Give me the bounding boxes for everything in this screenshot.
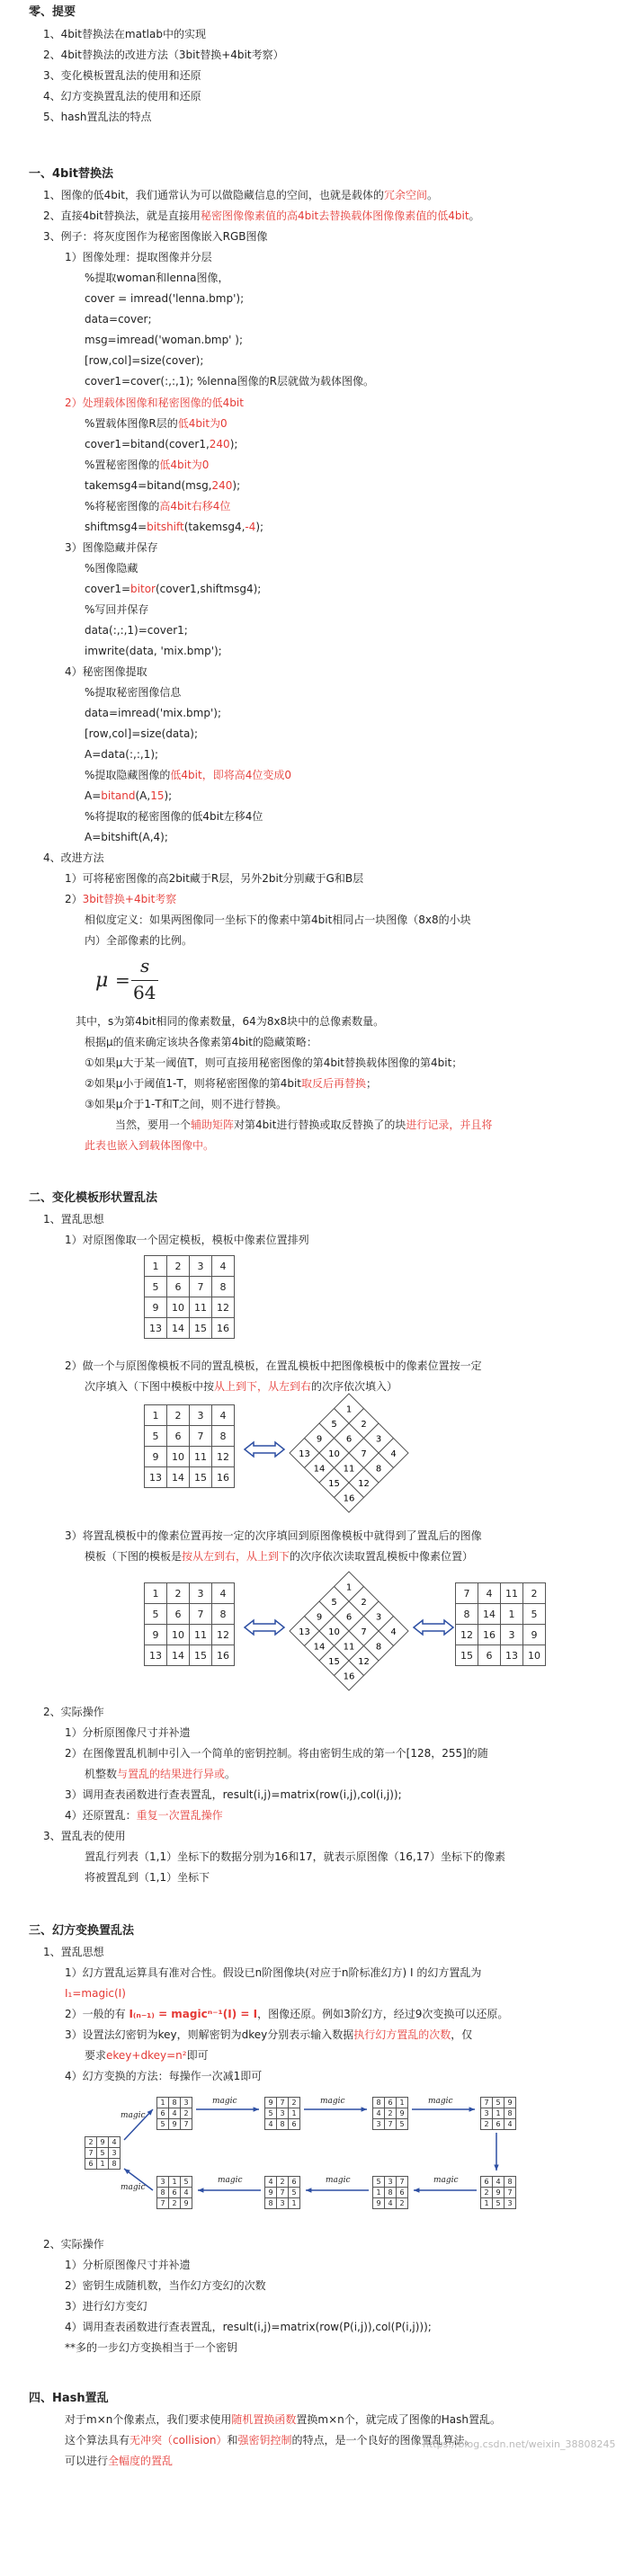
- outline-item: 2、4bit替换法的改进方法（3bit替换+4bit考察）: [43, 49, 284, 61]
- magic-square-m1: [156, 2097, 192, 2130]
- code2-line1: %置载体图像R层的低4bit为0: [85, 417, 228, 430]
- grid-cell: 8: [212, 1604, 235, 1625]
- s3-title: 三、幻方变换置乱法: [29, 1924, 135, 1938]
- magic-cell: 2: [289, 2098, 300, 2108]
- magic-label: magic: [212, 2097, 237, 2106]
- magic-cell: 7: [385, 2119, 397, 2130]
- result-grid: [455, 1582, 546, 1666]
- diamond-cell-label: 2: [361, 1420, 367, 1430]
- s3-b2: 2）密钥生成随机数，当作幻方变幻的次数: [65, 2279, 266, 2292]
- magic-cell: 7: [277, 2098, 289, 2108]
- magic-cell: 2: [85, 2137, 97, 2148]
- code4-line2: data=imread('mix.bmp');: [85, 707, 221, 719]
- magic-cell: 4: [109, 2137, 121, 2148]
- magic-square-m2: [264, 2097, 300, 2130]
- magic-cell: 6: [493, 2119, 505, 2130]
- magic-square-m8: [156, 2176, 192, 2209]
- grid-cell: 10: [523, 1645, 546, 1666]
- magic-cell: 3: [373, 2119, 385, 2130]
- code1-line: cover = imread('lenna.bmp');: [85, 292, 245, 305]
- s3-a2: I₁=magic(I): [65, 1987, 126, 2000]
- grid-cell: 3: [190, 1256, 212, 1277]
- magic-cell: 4: [265, 2177, 277, 2188]
- grid-cell: 5: [145, 1426, 167, 1447]
- s2-a4: 3）将置乱模板中的像素位置再按一定的次序填回到原图像模板中就得到了置乱后的图像: [65, 1529, 482, 1542]
- s1-step2: 2）处理载体图像和秘密图像的低4bit: [65, 397, 244, 409]
- arrowhead-icon: [469, 2107, 475, 2111]
- grid-cell: 5: [523, 1604, 546, 1625]
- grid-cell: 4: [212, 1583, 235, 1604]
- code1-line: [row,col]=size(cover);: [85, 354, 204, 367]
- template-grid-1: [144, 1255, 235, 1339]
- grid-cell: 6: [167, 1277, 190, 1297]
- grid-cell: 16: [212, 1318, 235, 1339]
- grid-cell: 14: [167, 1318, 190, 1339]
- grid-cell: 16: [212, 1467, 235, 1488]
- s3-a4: 3）设置法幻密钥为key，则解密钥为dkey分别表示输入数据执行幻方置乱的次数，仅: [65, 2028, 473, 2041]
- magic-cell: 7: [481, 2098, 493, 2108]
- grid-cell: 12: [212, 1447, 235, 1467]
- s3-b5: **多的一步幻方变换相当于一个密钥: [65, 2341, 238, 2354]
- magic-cell: 9: [397, 2108, 408, 2119]
- magic-cell: 3: [157, 2177, 169, 2188]
- grid-cell: 14: [167, 1467, 190, 1488]
- magic-cell: 1: [397, 2098, 408, 2108]
- magic-cell: 2: [397, 2198, 408, 2209]
- grid-cell: 5: [145, 1604, 167, 1625]
- grid-cell: 6: [167, 1426, 190, 1447]
- magic-square-cycle-diagram: [81, 2090, 585, 2224]
- code3-line5: imwrite(data, 'mix.bmp');: [85, 645, 222, 657]
- code2-line5: %将秘密图像的高4bit右移4位: [85, 500, 231, 513]
- grid-cell: 15: [190, 1318, 212, 1339]
- magic-square-m0: [85, 2136, 121, 2170]
- arrowhead-icon: [198, 2188, 203, 2192]
- magic-cell: 3: [277, 2198, 289, 2209]
- magic-cell: 8: [109, 2159, 121, 2170]
- magic-cell: 7: [85, 2148, 97, 2159]
- magic-cell: 2: [169, 2198, 181, 2209]
- magic-cell: 6: [289, 2119, 300, 2130]
- magic-cell: 8: [265, 2198, 277, 2209]
- grid-cell: 12: [456, 1625, 478, 1645]
- s1-i5: 其中，s为第4bit相同的像素数量，64为8x8块中的总像素数量。: [76, 1015, 385, 1028]
- grid-cell: 14: [167, 1645, 190, 1666]
- grid-cell: 15: [456, 1645, 478, 1666]
- arrowhead-icon: [306, 2188, 311, 2192]
- code4-line1: %提取秘密图像信息: [85, 686, 182, 699]
- magic-cell: 7: [505, 2188, 516, 2198]
- grid-cell: 15: [190, 1467, 212, 1488]
- code4-line7: %将提取的秘密图像的低4bit左移4位: [85, 810, 263, 823]
- double-arrow-icon-3: [412, 1617, 455, 1641]
- code4-line5: %提取隐藏图像的低4bit，即将高4位变成0: [85, 769, 291, 781]
- s2-h1: 1、置乱思想: [43, 1213, 104, 1226]
- s2-c1: 置乱行列表（1,1）坐标下的数据分别为16和17，就表示原图像（16,17）坐标下的像素: [85, 1850, 505, 1863]
- s1-i3: 相似度定义：如果两图像同一坐标下的像素中第4bit相同占一块图像（8x8的小块: [85, 914, 471, 926]
- magic-cell: 3: [109, 2148, 121, 2159]
- s1-p4: 4、改进方法: [43, 851, 104, 864]
- grid-cell: 4: [212, 1256, 235, 1277]
- s1-p1: 1、图像的低4bit，我们通常认为可以做隐藏信息的空间，也就是载体的冗余空间。: [43, 189, 438, 201]
- diamond-cell-label: 2: [361, 1598, 367, 1608]
- s3-b3: 3）进行幻方变幻: [65, 2300, 147, 2313]
- s3-h2: 2、实际操作: [43, 2238, 104, 2251]
- magic-cell: 4: [373, 2108, 385, 2119]
- magic-cell: 1: [373, 2188, 385, 2198]
- s1-i1: 1）可将秘密图像的高2bit藏于R层，另外2bit分别藏于G和B层: [65, 872, 364, 885]
- magic-cell: 6: [397, 2188, 408, 2198]
- magic-cell: 9: [181, 2198, 192, 2209]
- s2-title: 二、变化模板形状置乱法: [29, 1191, 158, 1205]
- grid-cell: 2: [167, 1256, 190, 1277]
- grid-cell: 10: [167, 1625, 190, 1645]
- s4-title: 四、Hash置乱: [29, 2392, 109, 2405]
- magic-cell: 4: [265, 2119, 277, 2130]
- s4-p2: 这个算法具有无冲突（collision）和强密钥控制的特点，是一个良好的图像置乱算法。: [65, 2434, 476, 2447]
- magic-cell: 2: [277, 2177, 289, 2188]
- code1-line: data=cover;: [85, 313, 152, 325]
- diamond-cell-label: 6: [345, 1434, 353, 1445]
- diamond-cell-label: 14: [313, 1642, 326, 1653]
- magic-label: magic: [121, 2111, 146, 2120]
- magic-cell: 4: [505, 2119, 516, 2130]
- diamond-cell-label: 13: [299, 1449, 310, 1459]
- code3-line1: %图像隐藏: [85, 562, 138, 575]
- diamond-cell-label: 11: [343, 1464, 355, 1475]
- code4-line4: A=data(:,:,1);: [85, 748, 159, 761]
- grid-cell: 9: [145, 1297, 167, 1318]
- s1-p3: 3、例子：将灰度图作为秘密图像嵌入RGB图像: [43, 230, 268, 243]
- grid-cell: 6: [478, 1645, 501, 1666]
- s1-i7: ①如果μ大于某一阈值T，则可直接用秘密图像的第4bit替换载体图像的第4bit；: [85, 1056, 463, 1069]
- outline-item: 4、幻方变换置乱法的使用和还原: [43, 90, 201, 103]
- grid-cell: 7: [190, 1426, 212, 1447]
- code4-line8: A=bitshift(A,4);: [85, 831, 168, 843]
- code2-line3: %置秘密图像的低4bit为0: [85, 459, 210, 471]
- s2-a1: 1）对原图像取一个固定模板，模板中像素位置排列: [65, 1234, 309, 1246]
- s2-b5: 4）还原置乱：重复一次置乱操作: [65, 1809, 223, 1822]
- grid-cell: 7: [190, 1277, 212, 1297]
- magic-cell: 4: [385, 2198, 397, 2209]
- diamond-cell-label: 13: [299, 1627, 310, 1637]
- arrowhead-icon: [414, 2188, 419, 2192]
- magic-cell: 4: [169, 2108, 181, 2119]
- diamond-cell-label: 3: [375, 1434, 382, 1445]
- magic-cell: 2: [481, 2119, 493, 2130]
- s1-i6: 根据μ的值来确定该块各像素第4bit的隐藏策略：: [85, 1036, 317, 1048]
- code1-line: msg=imread('woman.bmp' );: [85, 334, 244, 346]
- grid-cell: 1: [145, 1583, 167, 1604]
- s2-a3: 次序填入（下图中模板中按从上到下，从左到右的次序依次填入）: [85, 1380, 398, 1393]
- code2-line6: shiftmsg4=bitshift(takemsg4,-4);: [85, 521, 264, 533]
- diamond-cell-label: 3: [375, 1612, 382, 1623]
- grid-cell: 15: [190, 1645, 212, 1666]
- diamond-cell-label: 7: [361, 1627, 367, 1637]
- s3-b4: 4）调用查表函数进行查表置乱，result(i,j)=matrix(row(P(i,j)),col(P(i,j)));: [65, 2321, 432, 2333]
- magic-cell: 1: [493, 2108, 505, 2119]
- magic-cell: 8: [385, 2188, 397, 2198]
- magic-cell: 9: [505, 2098, 516, 2108]
- outline-item: 5、hash置乱法的特点: [43, 111, 152, 123]
- code4-line3: [row,col]=size(data);: [85, 727, 199, 740]
- grid-cell: 13: [145, 1467, 167, 1488]
- magic-label: magic: [433, 2176, 459, 2185]
- s3-a3: 2）一般的有 I₍ₙ₋₁₎ = magicⁿ⁻¹(I) = I，图像还原。例如3阶幻方，经过9次变换可以还原。: [65, 2008, 509, 2020]
- watermark: https://blog.csdn.net/weixin_38808245: [423, 2438, 616, 2450]
- diamond-cell-label: 14: [313, 1464, 326, 1475]
- diamond-cell-label: 1: [345, 1404, 353, 1415]
- s2-b2: 2）在图像置乱机制中引入一个简单的密钥控制。将由密钥生成的第一个[128，255]的随: [65, 1747, 488, 1760]
- s1-i4: 内）全部像素的比例。: [85, 934, 193, 947]
- s4-p3: 可以进行全幅度的置乱: [65, 2455, 174, 2467]
- magic-cell: 2: [385, 2108, 397, 2119]
- magic-cell: 5: [181, 2177, 192, 2188]
- magic-label: magic: [326, 2176, 351, 2185]
- s2-a5: 模板（下图的模板是按从左到右，从上到下的次序依次读取置乱模板中像素位置）: [85, 1550, 474, 1563]
- magic-cell: 4: [493, 2177, 505, 2188]
- code3-line4: data(:,:,1)=cover1;: [85, 624, 188, 637]
- double-arrow-icon-2: [243, 1617, 286, 1641]
- grid-cell: 3: [190, 1405, 212, 1426]
- grid-cell: 3: [501, 1625, 523, 1645]
- magic-cell: 5: [289, 2188, 300, 2198]
- magic-cell: 7: [397, 2177, 408, 2188]
- grid-cell: 11: [190, 1625, 212, 1645]
- grid-cell: 16: [478, 1625, 501, 1645]
- grid-cell: 1: [145, 1256, 167, 1277]
- grid-cell: 12: [212, 1297, 235, 1318]
- magic-cell: 9: [97, 2137, 109, 2148]
- grid-cell: 9: [145, 1447, 167, 1467]
- magic-cell: 2: [481, 2188, 493, 2198]
- grid-cell: 2: [167, 1583, 190, 1604]
- template-grid-2: [144, 1404, 235, 1488]
- grid-cell: 8: [212, 1277, 235, 1297]
- diamond-cell-label: 9: [316, 1434, 323, 1445]
- diamond-cell-label: 5: [331, 1420, 337, 1430]
- code3-line2: cover1=bitor(cover1,shiftmsg4);: [85, 583, 262, 595]
- s3-h1: 1、置乱思想: [43, 1946, 104, 1958]
- magic-cell: 5: [157, 2119, 169, 2130]
- grid-cell: 13: [501, 1645, 523, 1666]
- diamond-cell-label: 7: [361, 1449, 367, 1459]
- grid-cell: 12: [212, 1625, 235, 1645]
- code1-line: cover1=cover(:,:,1); %lenna图像的R层就做为载体图像。: [85, 375, 374, 388]
- magic-cell: 8: [277, 2119, 289, 2130]
- diamond-template-1: [286, 1390, 412, 1516]
- magic-cell: 8: [505, 2108, 516, 2119]
- diamond-cell-label: 16: [343, 1493, 355, 1504]
- magic-cell: 9: [265, 2188, 277, 2198]
- s1-i9: ③如果μ介于1-T和T之间，则不进行替换。: [85, 1098, 288, 1110]
- magic-cell: 6: [481, 2177, 493, 2188]
- arrowhead-icon: [494, 2165, 498, 2170]
- magic-cell: 5: [493, 2098, 505, 2108]
- magic-cell: 5: [493, 2198, 505, 2209]
- magic-cell: 9: [265, 2098, 277, 2108]
- magic-cell: 8: [157, 2188, 169, 2198]
- grid-cell: 14: [478, 1604, 501, 1625]
- magic-cell: 3: [481, 2108, 493, 2119]
- diamond-template-2: [286, 1568, 412, 1694]
- s1-p2: 2、直接4bit替换法，就是直接用秘密图像像素值的高4bit去替换载体图像像素值的低4bit。: [43, 209, 480, 222]
- diamond-cell-label: 8: [375, 1464, 382, 1475]
- magic-cell: 4: [181, 2188, 192, 2198]
- grid-cell: 6: [167, 1604, 190, 1625]
- s2-b3: 机整数与置乱的结果进行异或。: [85, 1768, 237, 1780]
- template-grid-3: [144, 1582, 235, 1666]
- magic-square-m4: [480, 2097, 516, 2130]
- diamond-cell-label: 10: [328, 1627, 340, 1637]
- grid-cell: 13: [145, 1318, 167, 1339]
- s3-a1: 1）幻方置乱运算具有准对合性。假设已n阶图像块(对应于n阶标准幻方) I 的幻方置乱为: [65, 1966, 482, 1979]
- grid-cell: 4: [212, 1405, 235, 1426]
- magic-cell: 3: [385, 2177, 397, 2188]
- grid-cell: 2: [167, 1405, 190, 1426]
- s1-step4: 4）秘密图像提取: [65, 665, 147, 678]
- magic-label: magic: [121, 2183, 146, 2192]
- grid-cell: 1: [501, 1604, 523, 1625]
- outline-title: 零、提要: [29, 5, 76, 19]
- magic-cell: 6: [85, 2159, 97, 2170]
- s1-step1: 1）图像处理：提取图像并分层: [65, 251, 212, 263]
- magic-square-m7: [264, 2176, 300, 2209]
- s1-i8: ②如果μ小于阈值1-T，则将秘密图像的第4bit取反后再替换；: [85, 1077, 378, 1090]
- s3-a5: 要求ekey+dkey=n²即可: [85, 2049, 209, 2062]
- magic-cell: 6: [157, 2108, 169, 2119]
- s2-b4: 3）调用查表函数进行查表置乱，result(i,j)=matrix(row(i,j),col(i,j));: [65, 1788, 402, 1801]
- s1-i2: 2）3bit替换+4bit考察: [65, 893, 177, 905]
- s2-c2: 将被置乱到（1,1）坐标下: [85, 1871, 210, 1884]
- magic-cell: 7: [277, 2188, 289, 2198]
- code3-line3: %写回并保存: [85, 603, 149, 616]
- magic-cell: 5: [265, 2108, 277, 2119]
- magic-cell: 5: [373, 2177, 385, 2188]
- magic-cell: 5: [397, 2119, 408, 2130]
- grid-cell: 16: [212, 1645, 235, 1666]
- magic-cell: 8: [169, 2098, 181, 2108]
- diamond-cell-label: 10: [328, 1449, 340, 1459]
- grid-cell: 9: [523, 1625, 546, 1645]
- magic-square-m3: [372, 2097, 408, 2130]
- s2-h2: 2、实际操作: [43, 1706, 104, 1718]
- grid-cell: 11: [190, 1447, 212, 1467]
- grid-cell: 9: [145, 1625, 167, 1645]
- s1-step3: 3）图像隐藏并保存: [65, 541, 158, 554]
- magic-cell: 1: [289, 2108, 300, 2119]
- grid-cell: 10: [167, 1447, 190, 1467]
- grid-cell: 10: [167, 1297, 190, 1318]
- magic-cell: 6: [289, 2177, 300, 2188]
- grid-cell: 2: [523, 1583, 546, 1604]
- s3-b1: 1）分析原图像尺寸并补遗: [65, 2259, 191, 2271]
- grid-cell: 3: [190, 1583, 212, 1604]
- magic-cell: 1: [169, 2177, 181, 2188]
- magic-cell: 6: [385, 2098, 397, 2108]
- grid-cell: 8: [456, 1604, 478, 1625]
- grid-cell: 4: [478, 1583, 501, 1604]
- outline-item: 1、4bit替换法在matlab中的实现: [43, 28, 206, 40]
- magic-cell: 7: [181, 2119, 192, 2130]
- magic-cell: 3: [505, 2198, 516, 2209]
- grid-cell: 8: [212, 1426, 235, 1447]
- s1-i11: 此表也嵌入到载体图像中。: [85, 1139, 215, 1152]
- grid-cell: 11: [190, 1297, 212, 1318]
- magic-label: magic: [428, 2097, 453, 2106]
- grid-cell: 1: [145, 1405, 167, 1426]
- s1-title: 一、4bit替换法: [29, 167, 114, 181]
- magic-cell: 7: [157, 2198, 169, 2209]
- diamond-cell-label: 16: [343, 1671, 355, 1682]
- magic-cell: 6: [169, 2188, 181, 2198]
- magic-cell: 9: [373, 2198, 385, 2209]
- code1-line: %提取woman和lenna图像，: [85, 272, 229, 284]
- grid-cell: 7: [456, 1583, 478, 1604]
- diamond-cell-label: 9: [316, 1612, 323, 1623]
- double-arrow-icon-1: [243, 1439, 286, 1463]
- grid-cell: 7: [190, 1604, 212, 1625]
- grid-cell: 13: [145, 1645, 167, 1666]
- magic-cell: 5: [97, 2148, 109, 2159]
- diamond-cell-label: 12: [358, 1657, 370, 1667]
- diamond-cell-label: 5: [331, 1598, 337, 1608]
- s2-b1: 1）分析原图像尺寸并补遗: [65, 1726, 191, 1739]
- diamond-cell-label: 12: [358, 1479, 370, 1489]
- magic-cell: 9: [169, 2119, 181, 2130]
- magic-square-m6: [372, 2176, 408, 2209]
- diamond-cell-label: 8: [375, 1642, 382, 1653]
- magic-label: magic: [320, 2097, 345, 2106]
- mu-formula: μ = s 64: [95, 955, 176, 1005]
- magic-cell: 1: [97, 2159, 109, 2170]
- diamond-cell-label: 1: [345, 1582, 353, 1593]
- magic-square-m5: [480, 2176, 516, 2209]
- s1-i10: 当然，要用一个辅助矩阵对第4bit进行替换或取反替换了的块进行记录，并且将: [115, 1119, 493, 1131]
- diamond-cell-label: 15: [328, 1657, 340, 1667]
- magic-label: magic: [218, 2176, 243, 2185]
- diamond-cell-label: 4: [390, 1449, 397, 1459]
- magic-cell: 1: [481, 2198, 493, 2209]
- code2-line2: cover1=bitand(cover1,240);: [85, 438, 238, 450]
- diamond-cell-label: 6: [345, 1612, 353, 1623]
- arrowhead-icon: [254, 2107, 259, 2111]
- magic-cell: 9: [493, 2188, 505, 2198]
- magic-cell: 1: [157, 2098, 169, 2108]
- magic-cell: 8: [505, 2177, 516, 2188]
- magic-cell: 3: [181, 2098, 192, 2108]
- s4-p1: 对于m×n个像素点，我们要求使用随机置换函数置换m×n个，就完成了图像的Hash置乱。: [65, 2413, 501, 2426]
- s2-a2: 2）做一个与原图像模板不同的置乱模板，在置乱模板中把图像模板中的像素位置按一定: [65, 1359, 482, 1372]
- diamond-cell-label: 4: [390, 1627, 397, 1637]
- magic-cell: 3: [277, 2108, 289, 2119]
- arrowhead-icon: [362, 2107, 367, 2111]
- magic-cell: 1: [289, 2198, 300, 2209]
- code4-line6: A=bitand(A,15);: [85, 789, 173, 802]
- magic-cell: 8: [373, 2098, 385, 2108]
- s2-h3: 3、置乱表的使用: [43, 1830, 126, 1842]
- magic-cell: 2: [181, 2108, 192, 2119]
- grid-cell: 5: [145, 1277, 167, 1297]
- grid-cell: 11: [501, 1583, 523, 1604]
- code2-line4: takemsg4=bitand(msg,240);: [85, 479, 241, 492]
- outline-item: 3、变化模板置乱法的使用和还原: [43, 69, 201, 82]
- diamond-cell-label: 15: [328, 1479, 340, 1489]
- diamond-cell-label: 11: [343, 1642, 355, 1653]
- s3-a6: 4）幻方变换的方法：每操作一次减1即可: [65, 2070, 263, 2082]
